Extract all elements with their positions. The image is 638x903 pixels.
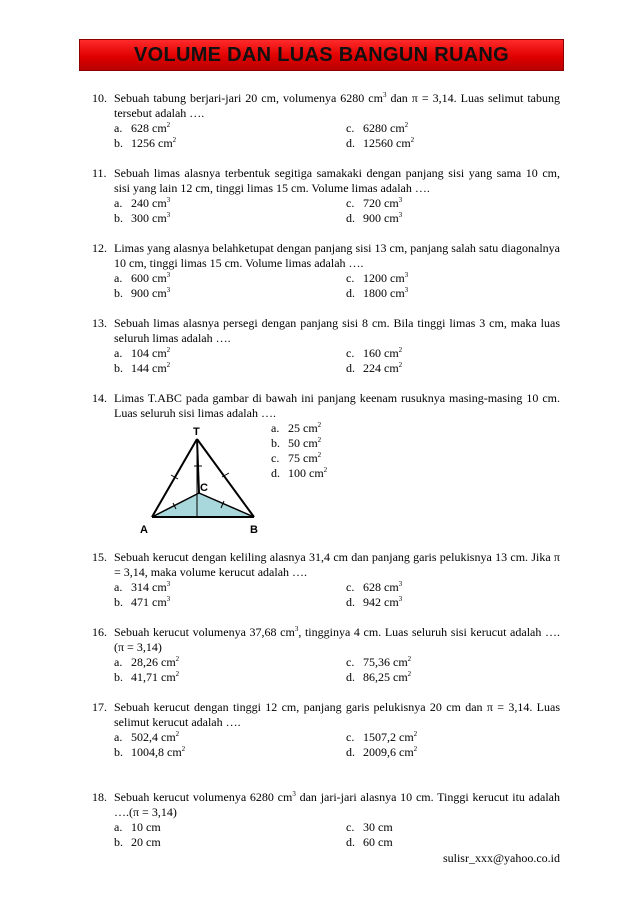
question-list [92, 91, 560, 865]
question-10 [92, 91, 560, 151]
question-number: 14. [92, 391, 107, 405]
question-text: Sebuah kerucut volumenya 37,68 $cm^3$, tingginya 4 cm. Luas seluruh sisi kerucut adalah ….(π = 3,14) [114, 625, 560, 654]
vertex-label-a: A [140, 524, 148, 536]
question-text: Sebuah kerucut volumenya 6280 $cm^3$ dan jari-jari alasnya 10 cm. Tinggi kerucut itu adalah ….(π = 3,14) [114, 790, 560, 819]
vertex-label-t: T [193, 426, 200, 438]
option-d: d. 86,25 $cm^2$ [346, 670, 412, 684]
title-banner [79, 39, 564, 71]
pyramid-figure [114, 421, 268, 536]
option-d: d. 900 $cm^3$ [346, 211, 403, 225]
question-11 [92, 166, 560, 226]
question-number: 12. [92, 241, 107, 255]
vertex-label-b: B [250, 524, 258, 536]
option-b: b. 1004,8 $cm^2$ [114, 745, 186, 759]
question-16 [92, 625, 560, 685]
question-number: 15. [92, 550, 107, 564]
option-a: a. 104 $cm^2$ [114, 346, 171, 360]
option-d: d. 60 cm [346, 835, 393, 849]
option-d: d. 2009,6 $cm^2$ [346, 745, 418, 759]
option-d: d. 100 $cm^2$ [271, 466, 328, 480]
option-b: b. 1256 $cm^2$ [114, 136, 177, 150]
option-c: c. 160 $cm^2$ [346, 346, 403, 360]
option-a: a. 10 cm [114, 820, 161, 834]
option-b: b. 900 $cm^3$ [114, 286, 171, 300]
option-d: d. 12560 $cm^2$ [346, 136, 415, 150]
question-text: Sebuah tabung berjari-jari 20 cm, volumenya 6280 $cm^3$ dan π = 3,14. Luas selimut tabung tersebut adalah …. [114, 91, 560, 120]
option-d: d. 942 $cm^3$ [346, 595, 403, 609]
option-c: c. 75,36 $cm^2$ [346, 655, 412, 669]
option-c: c. 1507,2 $cm^2$ [346, 730, 418, 744]
question-15 [92, 550, 560, 610]
question-17 [92, 700, 560, 760]
page-title: VOLUME DAN LUAS BANGUN RUANG [133, 43, 510, 66]
question-text: Sebuah limas alasnya terbentuk segitiga samakaki dengan panjang sisi yang sama 10 cm, sisi yang lain 12 cm, tinggi limas 15 cm. Volume limas adalah …. [114, 166, 560, 195]
question-number: 10. [92, 91, 107, 105]
question-number: 11. [92, 166, 107, 180]
option-a: a. 600 $cm^3$ [114, 271, 171, 285]
question-text: Sebuah kerucut dengan tinggi 12 cm, panjang garis pelukisnya 20 cm dan π = 3,14. Luas selimut kerucut adalah …. [114, 700, 560, 729]
question-14 [92, 391, 560, 536]
option-c: c. 6280 $cm^2$ [346, 121, 409, 135]
vertex-label-c: C [200, 482, 208, 494]
question-12 [92, 241, 560, 301]
option-b: b. 300 $cm^3$ [114, 211, 171, 225]
question-text: Limas yang alasnya belahketupat dengan panjang sisi 13 cm, panjang salah satu diagonalnya 10 cm, tinggi limas 15 cm. Volume limas adalah …. [114, 241, 560, 270]
option-b: b. 144 $cm^2$ [114, 361, 171, 375]
option-b: b. 41,71 $cm^2$ [114, 670, 180, 684]
option-d: d. 224 $cm^2$ [346, 361, 403, 375]
option-d: d. 1800 $cm^3$ [346, 286, 409, 300]
question-text: Limas T.ABC pada gambar di bawah ini panjang keenam rusuknya masing-masing 10 cm. Luas seluruh sisi limas adalah …. [114, 391, 560, 420]
question-13 [92, 316, 560, 376]
option-c: c. 75 $cm^2$ [271, 451, 322, 465]
option-a: a. 502,4 $cm^2$ [114, 730, 180, 744]
question-number: 16. [92, 625, 107, 639]
option-c: c. 628 $cm^3$ [346, 580, 403, 594]
question-text: Sebuah limas alasnya persegi dengan panjang sisi 8 cm. Bila tinggi limas 3 cm, maka luas seluruh limas adalah …. [114, 316, 560, 345]
option-b: b. 20 cm [114, 835, 161, 849]
author-email: sulisr_xxx@yahoo.co.id [442, 851, 560, 865]
option-c: c. 1200 $cm^3$ [346, 271, 409, 285]
question-18 [92, 790, 560, 850]
option-a: a. 25 $cm^2$ [271, 421, 322, 435]
option-b: b. 471 $cm^3$ [114, 595, 171, 609]
option-a: a. 28,26 $cm^2$ [114, 655, 180, 669]
option-a: a. 240 $cm^3$ [114, 196, 171, 210]
question-text: Sebuah kerucut dengan keliling alasnya 31,4 cm dan panjang garis pelukisnya 13 cm. Jika π = 3,14, maka volume kerucut adalah …. [114, 550, 560, 579]
option-b: b. 50 $cm^2$ [271, 436, 322, 450]
option-c: c. 30 cm [346, 820, 393, 834]
question-number: 17. [92, 700, 107, 714]
question-number: 13. [92, 316, 107, 330]
question-number: 18. [92, 790, 107, 804]
option-a: a. 314 $cm^3$ [114, 580, 171, 594]
option-c: c. 720 $cm^3$ [346, 196, 403, 210]
option-a: a. 628 $cm^2$ [114, 121, 171, 135]
